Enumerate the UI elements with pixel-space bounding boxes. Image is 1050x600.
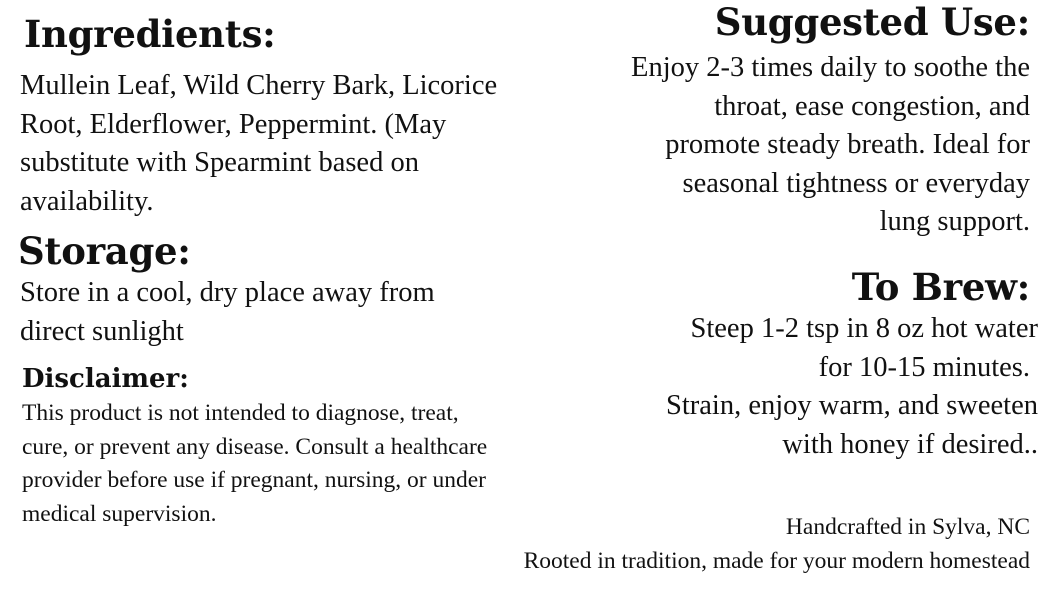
disclaimer-line: cure, or prevent any disease. Consult a healthcare	[22, 433, 488, 460]
disclaimer-text	[22, 397, 487, 531]
storage-heading: Storage:	[18, 229, 191, 273]
disclaimer-line: provider before use if pregnant, nursing, or under	[22, 467, 486, 493]
footer	[524, 511, 1030, 578]
to-brew-heading: To Brew:	[851, 265, 1030, 309]
suggested-use-line: lung support.	[879, 206, 1030, 237]
suggested-use-line: throat, ease congestion, and	[714, 90, 1030, 122]
disclaimer-line: This product is not intended to diagnose, treat,	[22, 400, 459, 426]
footer-origin: Handcrafted in Sylva, NC	[785, 514, 1030, 540]
to-brew-line: with honey if desired..	[782, 428, 1038, 460]
footer-tagline: Rooted in tradition, made for your modern homestead	[523, 547, 1030, 574]
suggested-use-text	[631, 49, 1030, 242]
suggested-use-line: promote steady breath. Ideal for	[665, 129, 1030, 160]
storage-text	[20, 274, 435, 351]
ingredients-text	[20, 67, 497, 221]
ingredients-line: substitute with Spearmint based on	[20, 147, 419, 178]
suggested-use-heading: Suggested Use:	[714, 0, 1030, 44]
ingredients-line: Mullein Leaf, Wild Cherry Bark, Licorice	[20, 70, 498, 101]
to-brew-line: Strain, enjoy warm, and sweeten	[666, 390, 1038, 421]
storage-line: Store in a cool, dry place away from	[20, 277, 435, 308]
ingredients-line: Root, Elderflower, Peppermint. (May	[20, 108, 447, 140]
suggested-use-line: Enjoy 2-3 times daily to soothe the	[631, 52, 1030, 83]
ingredients-heading: Ingredients:	[24, 12, 276, 56]
disclaimer-line: medical supervision.	[22, 500, 217, 527]
suggested-use-line: seasonal tightness or everyday	[682, 167, 1030, 199]
to-brew-text	[666, 310, 1038, 464]
disclaimer-heading: Disclaimer:	[22, 364, 189, 394]
to-brew-line: for 10-15 minutes.	[818, 351, 1030, 383]
to-brew-line: Steep 1-2 tsp in 8 oz hot water	[690, 313, 1038, 344]
storage-line: direct sunlight	[20, 315, 184, 347]
ingredients-line: availability.	[20, 185, 154, 217]
